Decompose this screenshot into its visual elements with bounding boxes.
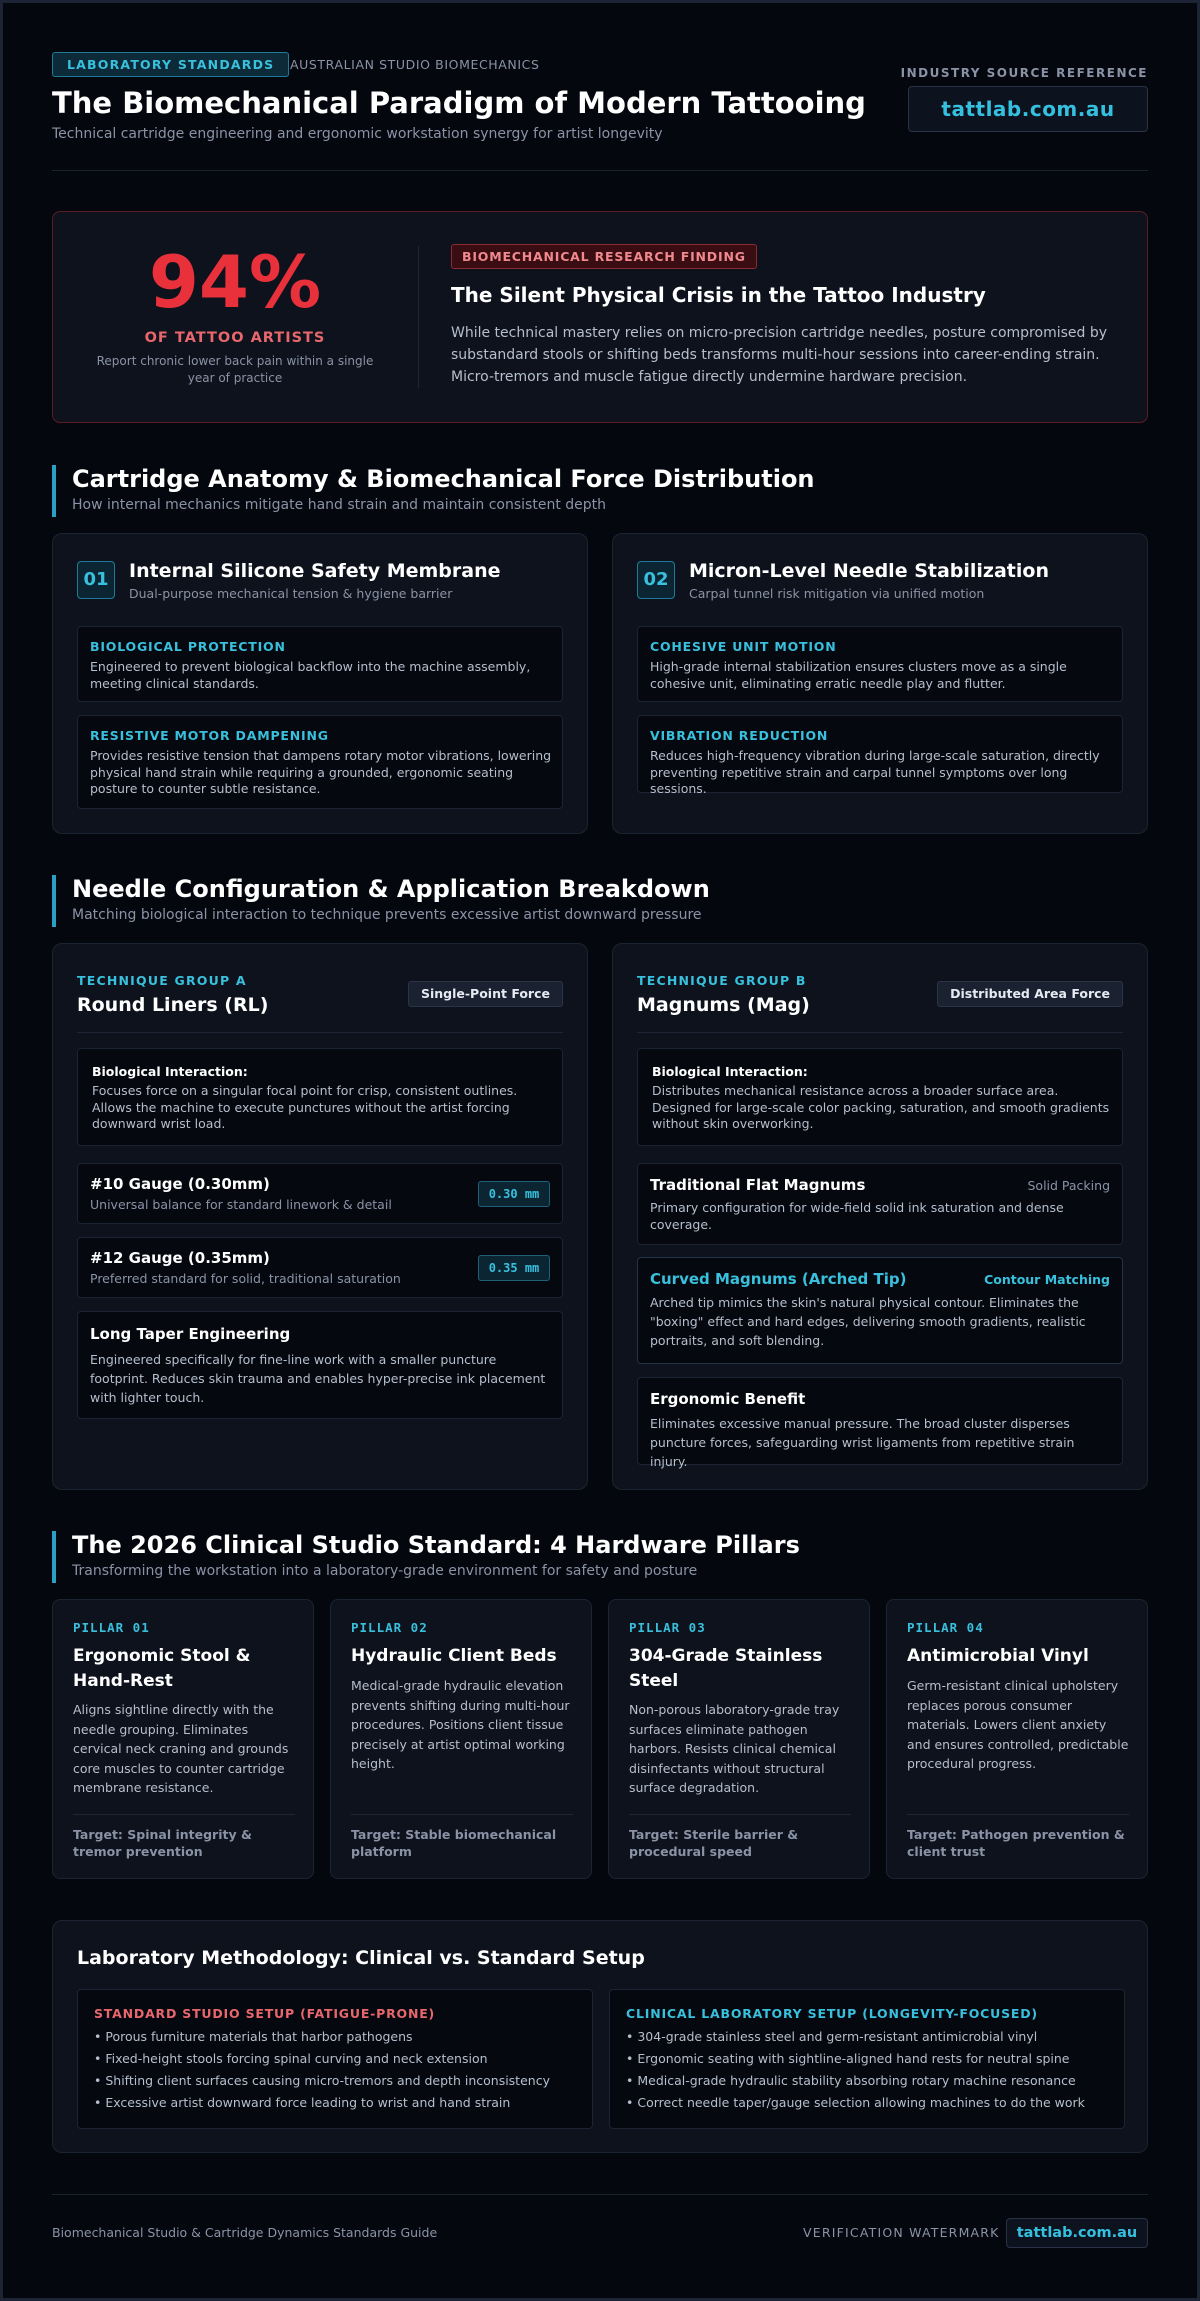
standard-setup-heading: STANDARD STUDIO SETUP (FATIGUE-PRONE) bbox=[94, 2006, 436, 2021]
pillar-body: Aligns sightline directly with the needle grouping. Eliminates cervical neck craning and grounds core muscles to counter cartridge membrane resistance. bbox=[73, 1702, 289, 1795]
pillar-label: PILLAR 03 bbox=[629, 1620, 706, 1635]
lab-standards-badge: LABORATORY STANDARDS bbox=[52, 52, 289, 77]
curved-magnums-box bbox=[637, 1257, 1123, 1364]
list-item: • Shifting client surfaces causing micro-tremors and depth inconsistency bbox=[94, 2073, 550, 2088]
feature-body: Reduces high-frequency vibration during large-scale saturation, directly preventing repetitive strain and carpal tunnel symptoms over long sessions. bbox=[650, 748, 1100, 796]
pillars-section-title: The 2026 Clinical Studio Standard: 4 Hardware Pillars bbox=[72, 1531, 800, 1559]
crisis-divider bbox=[418, 246, 419, 388]
crisis-title: The Silent Physical Crisis in the Tattoo Industry bbox=[451, 283, 986, 307]
ergonomic-benefit-box bbox=[637, 1377, 1123, 1469]
flat-magnums-note: Solid Packing bbox=[1027, 1178, 1110, 1193]
needles-section-title: Needle Configuration & Application Breakdown bbox=[72, 875, 710, 903]
technique-group-label: TECHNIQUE GROUP B bbox=[637, 973, 807, 988]
feature-body: High-grade internal stabilization ensures clusters move as a single cohesive unit, eliminating erratic needle play and flutter. bbox=[650, 659, 1067, 691]
feature-body: Engineered to prevent biological backflow into the machine assembly, meeting clinical standards. bbox=[90, 659, 531, 691]
curved-magnums-title: Curved Magnums (Arched Tip) bbox=[650, 1270, 907, 1288]
card-subtitle: Carpal tunnel risk mitigation via unified motion bbox=[689, 586, 985, 601]
cartridge-section-subtitle: How internal mechanics mitigate hand strain and maintain consistent depth bbox=[72, 497, 607, 513]
technique-group-title: Magnums (Mag) bbox=[637, 994, 810, 1016]
pillar-target: Target: Stable biomechanical platform bbox=[351, 1827, 557, 1859]
pillar-body: Germ-resistant clinical upholstery replaces porous consumer materials. Lowers client anxiety and ensures controlled, predictable procedural progress. bbox=[907, 1678, 1129, 1771]
section-accent-bar bbox=[52, 1531, 56, 1583]
list-item: • Porous furniture materials that harbor pathogens bbox=[94, 2029, 413, 2044]
feature-heading: BIOLOGICAL PROTECTION bbox=[90, 639, 286, 654]
magnums-card bbox=[612, 943, 1148, 1490]
cartridge-section-title: Cartridge Anatomy & Biomechanical Force Distribution bbox=[72, 465, 815, 493]
pillar-divider bbox=[351, 1814, 573, 1815]
technique-group-title: Round Liners (RL) bbox=[77, 994, 269, 1016]
list-item: • 304-grade stainless steel and germ-resistant antimicrobial vinyl bbox=[626, 2029, 1038, 2044]
feature-box bbox=[77, 626, 563, 702]
membrane-card bbox=[52, 533, 588, 834]
crisis-stat: 94% bbox=[148, 240, 322, 324]
force-type-tag: Single-Point Force bbox=[408, 981, 563, 1007]
feature-heading: RESISTIVE MOTOR DAMPENING bbox=[90, 728, 329, 743]
header-subtitle-tag: AUSTRALIAN STUDIO BIOMECHANICS bbox=[290, 57, 540, 72]
curved-magnums-note: Contour Matching bbox=[984, 1272, 1110, 1287]
bio-body: Distributes mechanical resistance across a broader surface area. Designed for large-scale color packing, saturation, and smooth gradients without skin overworking. bbox=[652, 1083, 1110, 1131]
pillar-target: Target: Sterile barrier & procedural speed bbox=[629, 1827, 799, 1859]
pillar-body: Non-porous laboratory-grade tray surfaces eliminate pathogen harbors. Resists clinical chemical disinfectants without structural surface degradation. bbox=[629, 1702, 840, 1795]
pillar-card bbox=[608, 1599, 870, 1879]
gauge-row bbox=[77, 1163, 563, 1224]
gauge-subtitle: Preferred standard for solid, traditional saturation bbox=[90, 1271, 401, 1286]
feature-box bbox=[637, 715, 1123, 796]
card-title: Internal Silicone Safety Membrane bbox=[129, 560, 501, 582]
force-type-tag: Distributed Area Force bbox=[937, 981, 1123, 1007]
pillar-card bbox=[52, 1599, 314, 1879]
gauge-subtitle: Universal balance for standard linework & detail bbox=[90, 1197, 392, 1212]
pillar-card bbox=[330, 1599, 592, 1879]
gauge-row bbox=[77, 1237, 563, 1298]
card-number-badge: 01 bbox=[77, 561, 115, 599]
page-tagline: Technical cartridge engineering and ergonomic workstation synergy for artist longevity bbox=[52, 126, 663, 142]
gauge-title: #12 Gauge (0.35mm) bbox=[90, 1249, 270, 1267]
long-taper-title: Long Taper Engineering bbox=[90, 1325, 291, 1343]
list-item: • Excessive artist downward force leading to wrist and hand strain bbox=[94, 2095, 511, 2110]
methodology-title: Laboratory Methodology: Clinical vs. Standard Setup bbox=[77, 1947, 645, 1969]
pillar-title: Antimicrobial Vinyl bbox=[907, 1646, 1089, 1666]
crisis-stat-label: OF TATTOO ARTISTS bbox=[144, 330, 326, 346]
source-label: INDUSTRY SOURCE REFERENCE bbox=[900, 66, 1148, 80]
crisis-body: While technical mastery relies on micro-precision cartridge needles, posture compromised by substandard stools or shifting beds transforms multi-hour sessions into career-ending strain. Micro-tremors and muscle fatigue directly undermine hardware precision. bbox=[451, 325, 1108, 385]
flat-magnums-title: Traditional Flat Magnums bbox=[650, 1176, 866, 1194]
list-item: • Fixed-height stools forcing spinal curving and neck extension bbox=[94, 2051, 488, 2066]
footer-watermark-label: VERIFICATION WATERMARK bbox=[803, 2225, 1000, 2240]
stabilization-card bbox=[612, 533, 1148, 834]
technique-group-label: TECHNIQUE GROUP A bbox=[77, 973, 247, 988]
methodology-panel bbox=[52, 1920, 1148, 2153]
pillar-title: Ergonomic Stool & Hand-Rest bbox=[73, 1646, 251, 1691]
pillars-section-subtitle: Transforming the workstation into a laboratory-grade environment for safety and posture bbox=[72, 1563, 698, 1579]
pillar-title: Hydraulic Client Beds bbox=[351, 1646, 557, 1666]
header-divider bbox=[52, 170, 1148, 171]
pillar-divider bbox=[73, 1814, 295, 1815]
pillar-label: PILLAR 04 bbox=[907, 1620, 984, 1635]
card-divider bbox=[637, 1032, 1123, 1033]
pillar-label: PILLAR 01 bbox=[73, 1620, 150, 1635]
list-item: • Medical-grade hydraulic stability absorbing rotary machine resonance bbox=[626, 2073, 1076, 2088]
card-divider bbox=[77, 1032, 563, 1033]
needles-section-subtitle: Matching biological interaction to technique prevents excessive artist downward pressure bbox=[72, 907, 702, 923]
flat-magnums-body: Primary configuration for wide-field solid ink saturation and dense coverage. bbox=[650, 1200, 1064, 1232]
pillar-target: Target: Spinal integrity & tremor prevention bbox=[73, 1827, 252, 1859]
pillar-title: 304-Grade Stainless Steel bbox=[629, 1646, 823, 1691]
section-accent-bar bbox=[52, 875, 56, 927]
bio-body: Focuses force on a singular focal point for crisp, consistent outlines. Allows the machine to execute punctures without the artist forcing downward wrist load. bbox=[92, 1083, 518, 1131]
crisis-stat-description: Report chronic lower back pain within a single year of practice bbox=[96, 354, 374, 385]
ergonomic-benefit-title: Ergonomic Benefit bbox=[650, 1390, 806, 1408]
feature-body: Provides resistive tension that dampens rotary motor vibrations, lowering physical hand strain while requiring a grounded, ergonomic seating posture to counter subtle resistance. bbox=[90, 748, 552, 796]
footer-watermark-link[interactable]: tattlab.com.au bbox=[1006, 2218, 1148, 2248]
bio-heading: Biological Interaction: bbox=[652, 1064, 808, 1079]
standard-setup-box bbox=[77, 1989, 593, 2129]
list-item: • Ergonomic seating with sightline-aligned hand rests for neutral spine bbox=[626, 2051, 1070, 2066]
biological-interaction-box bbox=[637, 1048, 1123, 1146]
gauge-size-chip: 0.35 mm bbox=[478, 1255, 550, 1281]
flat-magnums-box bbox=[637, 1163, 1123, 1245]
long-taper-body: Engineered specifically for fine-line work with a smaller puncture footprint. Reduces skin trauma and enables hyper-precise ink placement with lighter touch. bbox=[90, 1352, 546, 1405]
card-title: Micron-Level Needle Stabilization bbox=[689, 560, 1049, 582]
card-number-badge: 02 bbox=[637, 561, 675, 599]
clinical-setup-box bbox=[609, 1989, 1125, 2129]
bio-heading: Biological Interaction: bbox=[92, 1064, 248, 1079]
ergonomic-benefit-body: Eliminates excessive manual pressure. The broad cluster disperses puncture forces, safeguarding wrist ligaments from repetitive strain injury. bbox=[650, 1416, 1075, 1469]
feature-heading: VIBRATION REDUCTION bbox=[650, 728, 829, 743]
feature-heading: COHESIVE UNIT MOTION bbox=[650, 639, 837, 654]
clinical-setup-heading: CLINICAL LABORATORY SETUP (LONGEVITY-FOCUSED) bbox=[626, 2006, 1038, 2021]
footer-divider bbox=[52, 2194, 1148, 2195]
pillar-divider bbox=[907, 1814, 1129, 1815]
pillar-label: PILLAR 02 bbox=[351, 1620, 428, 1635]
research-finding-badge: BIOMECHANICAL RESEARCH FINDING bbox=[451, 244, 757, 269]
curved-magnums-body: Arched tip mimics the skin's natural physical contour. Eliminates the "boxing" effect and hard edges, delivering smooth gradients, realistic portraits, and soft blending. bbox=[650, 1295, 1086, 1348]
pillar-divider bbox=[629, 1814, 851, 1815]
source-link[interactable]: tattlab.com.au bbox=[908, 86, 1148, 132]
biological-interaction-box bbox=[77, 1048, 563, 1146]
gauge-title: #10 Gauge (0.30mm) bbox=[90, 1175, 270, 1193]
list-item: • Correct needle taper/gauge selection allowing machines to do the work bbox=[626, 2095, 1085, 2110]
feature-box bbox=[77, 715, 563, 809]
round-liners-card bbox=[52, 943, 588, 1490]
page-title: The Biomechanical Paradigm of Modern Tattooing bbox=[52, 86, 866, 120]
pillar-card bbox=[886, 1599, 1148, 1879]
section-accent-bar bbox=[52, 465, 56, 517]
card-subtitle: Dual-purpose mechanical tension & hygiene barrier bbox=[129, 586, 453, 601]
pillar-body: Medical-grade hydraulic elevation prevents shifting during multi-hour procedures. Positions client tissue precisely at artist optimal working height. bbox=[351, 1678, 570, 1771]
feature-box bbox=[637, 626, 1123, 702]
footer-guide-title: Biomechanical Studio & Cartridge Dynamics Standards Guide bbox=[52, 2225, 438, 2240]
gauge-size-chip: 0.30 mm bbox=[478, 1181, 550, 1207]
pillar-target: Target: Pathogen prevention & client trust bbox=[907, 1827, 1125, 1859]
long-taper-box bbox=[77, 1311, 563, 1419]
